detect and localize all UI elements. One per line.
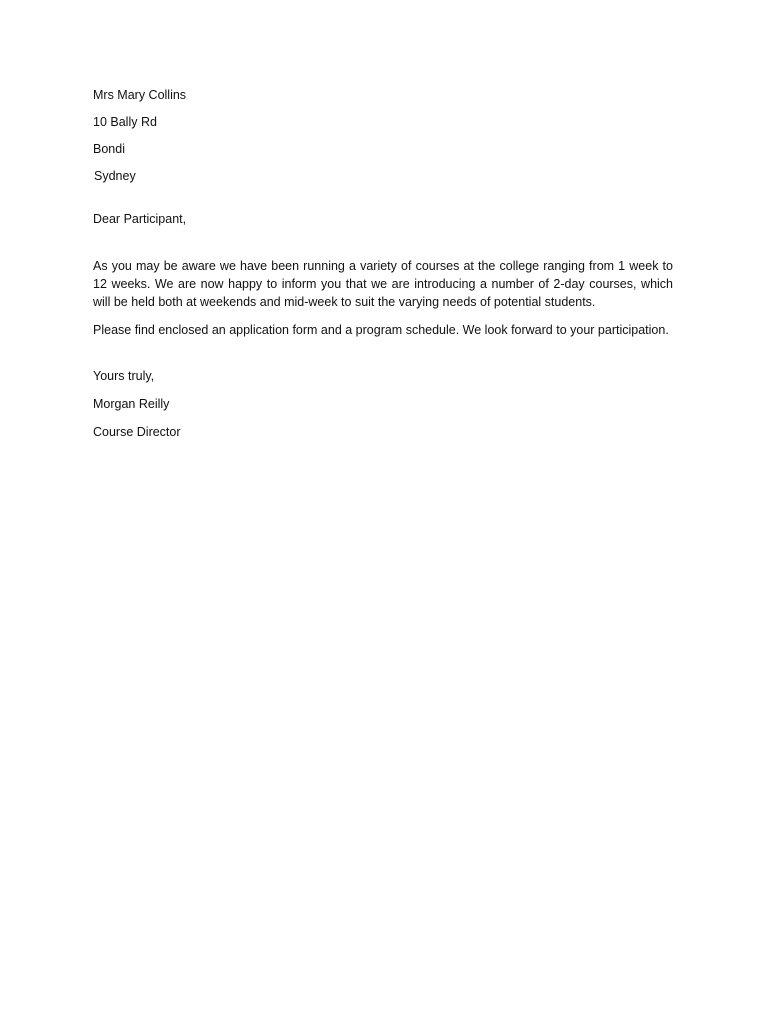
sender-title: Course Director <box>93 425 181 439</box>
paragraph-1: As you may be aware we have been running a variety of courses at the college ranging from 1 week to 12 weeks. We are now happy to inform you that we are introducing a number of 2-day courses, which will be held both at weekends and mid-week to suit the varying needs of potential students. <box>93 259 673 309</box>
letter-closing <box>93 369 673 440</box>
letter-paragraphs <box>93 257 673 339</box>
recipient-address <box>93 88 673 184</box>
signoff: Yours truly, <box>93 369 155 383</box>
letter-body <box>93 88 673 453</box>
recipient-city: Sydney <box>94 169 136 183</box>
recipient-street: 10 Bally Rd <box>93 115 157 129</box>
recipient-suburb: Bondi <box>93 142 125 156</box>
paragraph-2: Please find enclosed an application form and a program schedule. We look forward to your participation. <box>93 323 669 337</box>
recipient-name: Mrs Mary Collins <box>93 88 187 102</box>
sender-name: Morgan Reilly <box>93 397 170 411</box>
salutation: Dear Participant, <box>93 212 187 226</box>
